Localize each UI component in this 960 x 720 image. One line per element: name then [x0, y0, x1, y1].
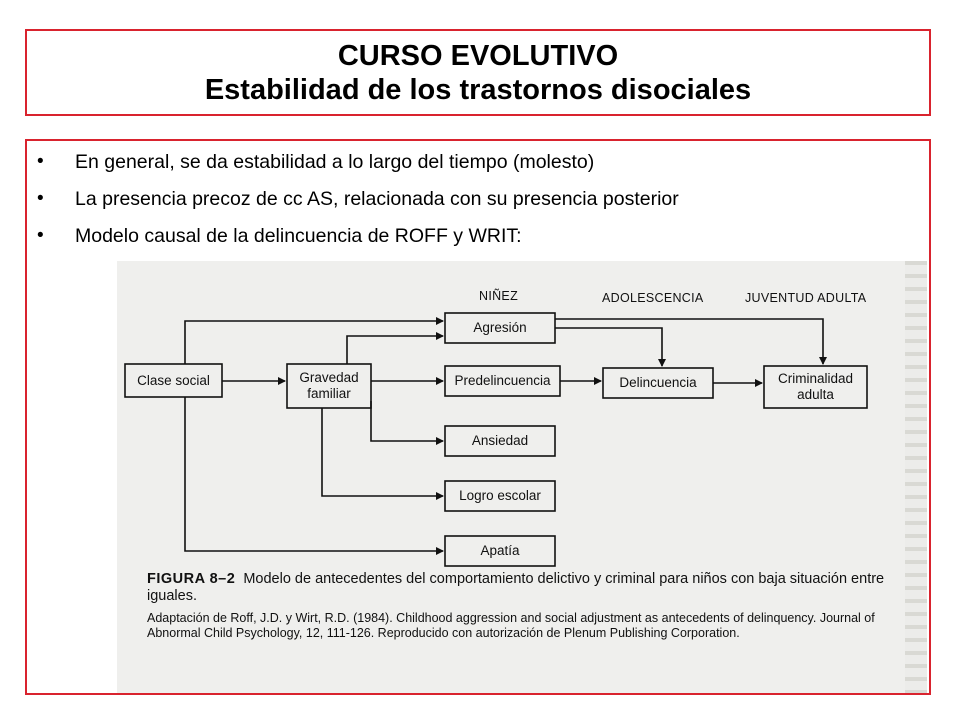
node-criminalidad-adulta: Criminalidad adulta [777, 371, 854, 402]
bullet-list [27, 149, 929, 260]
content-box [25, 139, 931, 695]
bullet-item [27, 223, 929, 260]
bullet-item [27, 186, 929, 223]
bullet-icon: • [37, 151, 44, 172]
bullet-text: La presencia precoz de cc AS, relacionada con su presencia posterior [75, 188, 679, 210]
edge-agresion-delincuencia [555, 328, 662, 366]
bullet-item [27, 149, 929, 186]
slide-title-line-1: CURSO EVOLUTIVO [337, 39, 619, 72]
figure-caption [147, 571, 907, 605]
edge-gravedad-agresion [347, 336, 443, 364]
bullet-icon: • [37, 225, 44, 246]
figure-number: FIGURA 8–2 [147, 571, 236, 587]
edge-clase-agresion [185, 321, 443, 364]
figure-source: Adaptación de Roff, J.D. y Wirt, R.D. (1984). Childhood aggression and social adjustment as antecedents of delinquency. Journal of Abnormal Child Psychology, 12, 111-126. Reproducido con autorización de Plenum Publishing Corporation. [147, 611, 875, 640]
bullet-text: En general, se da estabilidad a lo largo del tiempo (molesto) [75, 151, 595, 173]
node-logro-escolar: Logro escolar [459, 488, 541, 503]
figure-caption-text: Modelo de antecedentes del comportamiento delictivo y criminal para niños con baja situación entre iguales. [147, 571, 885, 604]
edge-clase-apatia [185, 397, 443, 551]
stage-label-ninez: NIÑEZ [479, 289, 518, 303]
slide-title-line-2: Estabilidad de los trastornos disociales [204, 73, 752, 106]
bullet-text: Modelo causal de la delincuencia de ROFF y WRIT: [75, 225, 522, 247]
stage-label-adolescencia: ADOLESCENCIA [602, 291, 704, 305]
node-apatia: Apatía [480, 543, 520, 558]
edge-agresion-criminalidad [555, 319, 823, 364]
node-gravedad-familiar: Gravedad familiar [299, 370, 359, 401]
stage-label-juventud-adulta: JUVENTUD ADULTA [745, 291, 867, 305]
scanned-figure [117, 261, 927, 693]
edge-gravedad-logro [322, 408, 443, 496]
node-ansiedad: Ansiedad [471, 433, 529, 448]
bullet-icon: • [37, 188, 44, 209]
edge-gravedad-ansiedad [371, 401, 443, 441]
node-clase-social: Clase social [137, 372, 210, 388]
node-delincuencia: Delincuencia [619, 375, 697, 390]
title-box [25, 29, 931, 116]
node-predelincuencia: Predelincuencia [454, 373, 551, 388]
node-agresion: Agresión [473, 320, 527, 335]
